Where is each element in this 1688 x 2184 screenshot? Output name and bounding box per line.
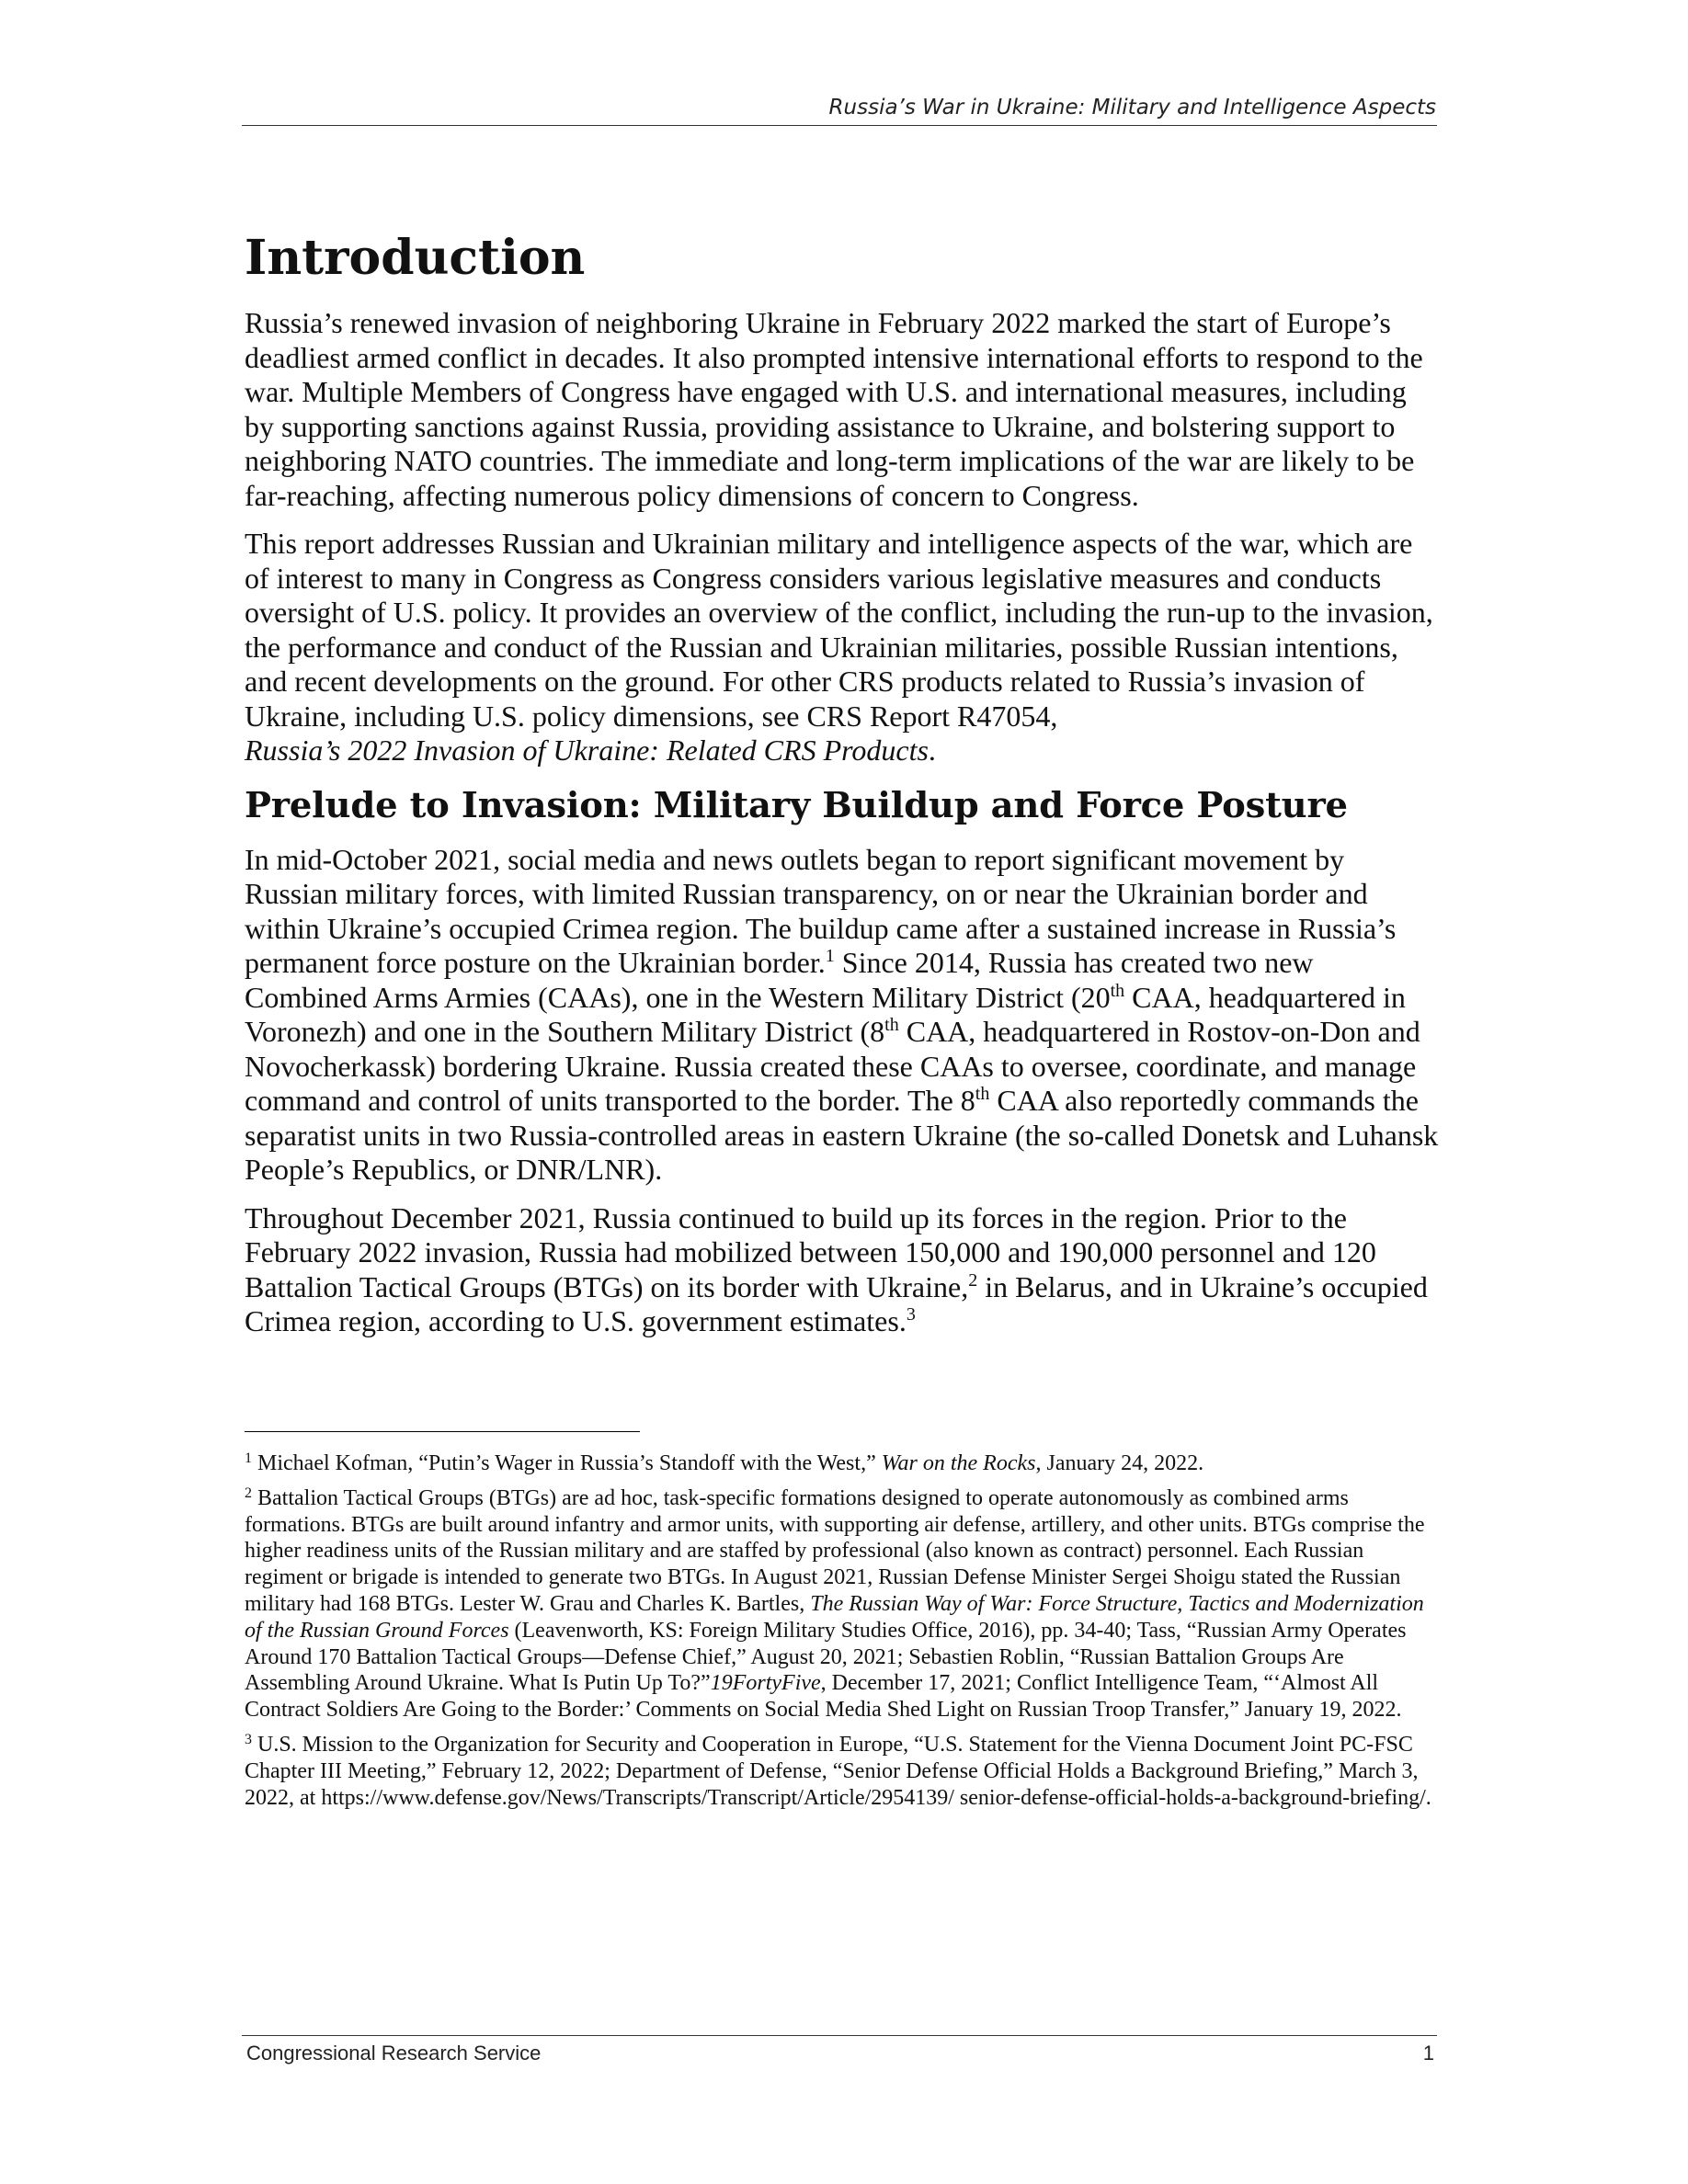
header-rule [242, 125, 1437, 126]
footnote-1-italic: War on the Rocks [881, 1451, 1036, 1475]
ordinal-suffix: th [1110, 980, 1125, 1001]
footnote-number: 1 [245, 1450, 252, 1466]
footnote-number: 2 [245, 1484, 252, 1501]
footnote-ref-3[interactable]: 3 [906, 1304, 916, 1325]
footnote-ref-1[interactable]: 1 [825, 946, 835, 966]
footnote-2-italic-publication: 19FortyFive [710, 1671, 821, 1696]
footnote-3 [245, 1732, 1440, 1811]
prelude-p1-part-e: CAA also reportedly commands the separatist units in two Russia-controlled areas in eastern Ukraine (the so-called Donetsk and Luhansk People’s Republics, or DNR/LNR). [245, 1084, 1439, 1186]
intro-paragraph-2-text: This report addresses Russian and Ukrainian military and intelligence aspects of the war, which are of interest to many in Congress as Congress considers various legislative measures and conducts oversight of U.S. policy. It provides an overview of the conflict, including the run-up to the invasion, the performance and conduct of the Russian and Ukrainian militaries, possible Russian intentions, and recent developments on the ground. For other CRS products related to Russia’s invasion of Ukraine, including U.S. policy dimensions, see CRS Report R47054, [245, 527, 1433, 733]
page-number: 1 [1422, 2042, 1434, 2065]
prelude-p2-part-a: Throughout December 2021, Russia continued to build up its forces in the region. Prior to the February 2022 invasion, Russia had mobilized between 150,000 and 190,000 personnel and 120 Battalion Tactical Groups (BTGs) on its border with Ukraine, [245, 1200, 1376, 1303]
footnote-ref-2[interactable]: 2 [968, 1269, 978, 1291]
section-heading-prelude: Prelude to Invasion: Military Buildup and Force Posture [245, 784, 1348, 826]
intro-paragraph-2 [245, 527, 1440, 768]
footnote-2 [245, 1485, 1440, 1723]
prelude-p2-part-b: in Belarus, and in Ukraine’s occupied Crimea region, according to U.S. government estimates. [245, 1269, 1428, 1337]
prelude-paragraph-2 [245, 1201, 1440, 1339]
prelude-p1-part-c: CAA, headquartered in Voronezh) and one in the Southern Military District (8 [245, 980, 1406, 1048]
footnote-2-italic-book: The Russian Way of War: Force Structure, Tactics and Modernization of the Russian Ground Forces [245, 1591, 1424, 1643]
footnote-1 [245, 1450, 1440, 1477]
footnote-1-text-b: , January 24, 2022. [1035, 1451, 1204, 1475]
footnotes [245, 1450, 1440, 1819]
ordinal-suffix: th [884, 1015, 899, 1035]
prelude-p1-part-d: CAA, headquartered in Rostov-on-Don and Novocherkassk) bordering Ukraine. Russia created these CAAs to oversee, coordinate, and manage command and control of units transported to the border. The 8 [245, 1015, 1420, 1117]
footer-publisher: Congressional Research Service [246, 2042, 542, 2065]
footnote-3-text: U.S. Mission to the Organization for Security and Cooperation in Europe, “U.S. Statement for the Vienna Document Joint PC-FSC Chapter III Meeting,” February 12, 2022; Department of Defense, “Senior Defense Official Holds a Background Briefing,” March 3, 2022, at https://www.defense.gov/News/Transcripts/Transcript/Article/2954139/ senior-defense-official-holds-a-background-briefing/. [245, 1732, 1431, 1810]
footnote-1-text-a: Michael Kofman, “Putin’s Wager in Russia’s Standoff with the West,” [252, 1451, 882, 1475]
footer-rule [242, 2035, 1437, 2036]
footnote-2-text-b: (Leavenworth, KS: Foreign Military Studies Office, 2016), pp. 34-40; Tass, “Russian Army Operates Around 170 Battalion Tactical Groups—Defense Chief,” August 20, 2021; Sebastien Roblin, “Russian Battalion Groups Are Assembling Around Ukraine. What Is Putin Up To?” [245, 1618, 1407, 1696]
footnote-separator [245, 1431, 640, 1432]
ordinal-suffix: th [975, 1084, 990, 1104]
main-content [245, 225, 1440, 1353]
footnote-2-text-c: , December 17, 2021; Conflict Intelligence Team, “‘Almost All Contract Soldiers Are Going to the Border:’ Comments on Social Media Shed Light on Russian Troop Transfer,” January 19, 2022. [245, 1671, 1402, 1723]
running-header: Russia’s War in Ukraine: Military and Intelligence Aspects [828, 96, 1436, 119]
report-title-italic: Russia’s 2022 Invasion of Ukraine: Related CRS Products [245, 734, 929, 767]
intro-paragraph-2-end: . [928, 734, 936, 767]
prelude-p1-part-a: In mid-October 2021, social media and news outlets began to report significant movement by Russian military forces, with limited Russian transparency, on or near the Ukrainian border and within Ukraine’s occupied Crimea region. The buildup came after a sustained increase in Russia’s permanent force posture on the Ukrainian border. [245, 842, 1397, 979]
footnote-2-text-a: Battalion Tactical Groups (BTGs) are ad hoc, task-specific formations designed to operate autonomously as combined arms formations. BTGs are built around infantry and armor units, with supporting air defense, artillery, and other units. BTGs comprise the higher readiness units of the Russian military and are staffed by professional (also known as contract) personnel. Each Russian regiment or brigade is intended to generate two BTGs. In August 2021, Russian Defense Minister Sergei Shoigu stated the Russian military had 168 BTGs. Lester W. Grau and Charles K. Bartles, [245, 1485, 1425, 1616]
section-heading-introduction: Introduction [245, 230, 586, 286]
prelude-paragraph-1 [245, 843, 1440, 1188]
footnote-number: 3 [245, 1731, 252, 1747]
intro-paragraph-1: Russia’s renewed invasion of neighboring Ukraine in February 2022 marked the start of Europe’s deadliest armed conflict in decades. It also prompted intensive international efforts to respond to the war. Multiple Members of Congress have engaged with U.S. and international measures, including by supporting sanctions against Russia, providing assistance to Ukraine, and bolstering support to neighboring NATO countries. The immediate and long-term implications of the war are likely to be far-reaching, affecting numerous policy dimensions of concern to Congress. [245, 306, 1423, 512]
prelude-p1-part-b: Since 2014, Russia has created two new Combined Arms Armies (CAAs), one in the Western Military District (20 [245, 946, 1314, 1014]
